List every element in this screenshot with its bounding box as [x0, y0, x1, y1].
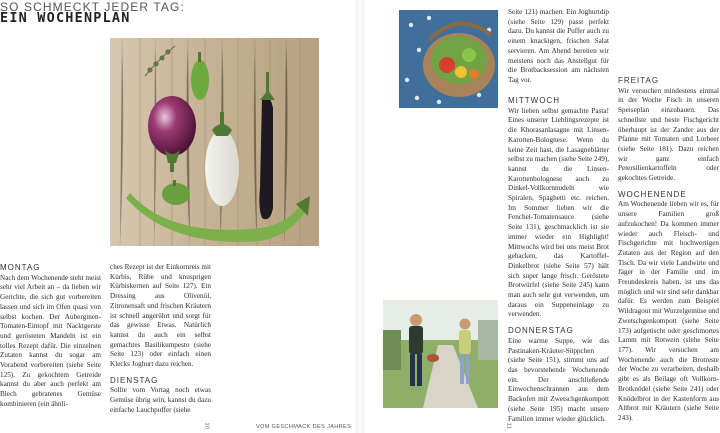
- day-heading-wochenende: WOCHENENDE: [618, 189, 687, 199]
- running-title: VOM GESCHMACK DES JAHRES: [256, 424, 352, 430]
- day-heading-dienstag: DIENSTAG: [110, 375, 159, 385]
- montag-text-cont: ches Rezept ist der Einkornreis mit Kürbis, Rübe und knusprigen Kürbiskernen auf Seite 127). Ein Dressing aus Olivenöl, Zitronensaft und frischen Kräutern ist schnell angerührt und sorgt für das gewisse Etwas. Natürlich kannst du auch ein selbst gemachtes Basilikumpesto (siehe Seite 123) oder einfach einen Klecks Joghurt dazu reichen.: [110, 263, 211, 369]
- gutter: [356, 0, 364, 433]
- kicker: SO SCHMECKT JEDER TAG:: [0, 0, 185, 14]
- mittwoch-text: Wir lieben selbst gemachte Pasta! Eines unserer Lieblingsrezepte ist die Khorasanlasagne mit Linsen-Karotten-Bolognese. Wenn du keine Zeit hast, die Lasagneblätter selbst zu machen (siehe Seite 249), kannst du die Linsen-Karottenbolognese auch zu Dinkel-Vollkornnudeln wie Spiralen, Spaghetti etc. reichen. Im Sommer lieben wir die Fenchel-Tomatensauce (siehe Seite 131), geschmacklich ist sie immer wieder ein Highlight! Mittwochs wird bei uns meist Brot gebacken, das Kartoffel-Dinkelbrot (siehe Seite 57) hält sich super lange frisch. Geröstete Brotwürfel (siehe Seite 245) kann man auch sehr gut verwenden, um daraus ein Suppeneinlage zu verwenden.: [508, 106, 609, 319]
- basket-photo: [399, 10, 498, 108]
- montag-text: Nach dem Wochenende steht meist sehr viel Arbeit an – da lieben wir Gerichte, die sich gut vorbereiten lassen und sich im Ofen quasi von selbst kochen. Der Auberginen-Tomaten-Eintopf mit Nacktgerste und gerösteten Mandeln ist ein tolles Rezept dafür. Die einzelnen Zutaten kannst du sogar am Vorabend vorbereiten (siehe Seite 125). Zu gekochtem Getreide kannst du aber auch perfekt am Blech gebratenes Gemüse kombinieren (ein ähnli-: [0, 273, 101, 408]
- freitag-text: Wir versuchen mindestens einmal in der Woche Fisch in unseren Speiseplan einzubauen. Das schnellste und beste Fischgericht überhaupt ist der Zander aus der Pfanne mit Tomaten und Lorbeer (siehe Seite 181). Dazu reichen wir ganz einfach Petersilienkartoffeln oder gekochtes Getreide.: [618, 86, 719, 183]
- dienstag-text-cont: Seite 121) machen. Ein Joghurtdip (siehe Seite 129) passt perfekt dazu. Du kannst die Puffer auch zu einem knackigen, frischen Salat servieren. Am Abend bereiten wir meistens noch das Anstellgut für die Brotbacksession am nächsten Tag vor.: [508, 8, 609, 84]
- vegetables-photo: [110, 38, 319, 246]
- day-heading-mittwoch: MITTWOCH: [508, 96, 560, 105]
- day-heading-freitag: FREITAG: [618, 76, 660, 85]
- walk-photo: [383, 300, 498, 408]
- wochenende-text: Am Wochenende lieben wir es, für unsere Familien groß aufzukochen! Da kommen immer wieder auch Fleisch- und Fischgerichte mit hochwertigen Zutaten aus der Region auf den Tisch. Da wir viele Landwirte und Jäger in der Familie und im Freundeskreis haben, ist uns das möglich und wir sind sehr dankbar dafür. Es werden zum Beispiel Wildragout mit Wurzelgemüse und Zwetschgenkompott (siehe Seite 173) aufgetischt oder geschmortes Lamm mit Rotwein (siehe Seite 177). Wir versuchen am Wochenende auch die Brotreste der Woche zu verarbeiten, deshalb gibt es als Beilage oft Vollkorn-Brotknödel (siehe Seite 241) oder Knödelbrot in der Kastenform aus Altbrot mit Kräutern (siehe Seite 243).: [618, 200, 719, 422]
- column-4: [618, 76, 719, 424]
- column-2: [110, 263, 211, 416]
- day-heading-donnerstag: DONNERSTAG: [508, 326, 574, 336]
- page-title: EIN WOCHENPLAN: [0, 10, 131, 26]
- column-3-top: [508, 8, 609, 86]
- page-number-right: 11: [505, 422, 512, 430]
- donnerstag-text: Eine warme Suppe, wie das Pastinaken-Kräuter-Süppchen (siehe Seite 151), stimmt uns auf das bevorstehende Wochenende ein. Der anschließende Einwochenschrannen aus dem Backofen mit Zwetschgenkompott (siehe Seite 195) macht unsere Familien immer wieder glücklich.: [508, 336, 609, 423]
- day-heading-montag: MONTAG: [0, 263, 41, 272]
- column-3: [508, 96, 609, 424]
- page-number-left: 10: [203, 422, 210, 430]
- vegetables-illustration: [110, 38, 319, 246]
- column-1: [0, 263, 101, 410]
- dienstag-text: Sollte vom Vortag noch etwas Gemüse übrig sein, kannst du dazu einfache Lauchpuffer (siehe: [110, 386, 211, 414]
- basket-illustration: [399, 10, 498, 108]
- walk-illustration: [383, 300, 498, 408]
